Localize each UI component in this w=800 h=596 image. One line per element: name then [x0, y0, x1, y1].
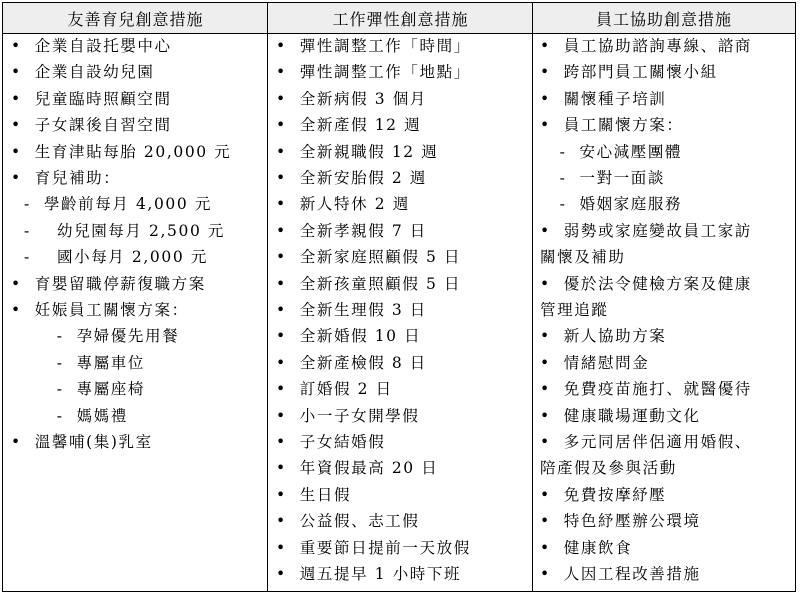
- list-item: - 國小每月 2,000 元: [11, 248, 208, 267]
- list-item: • 全新孝親假 7 日: [276, 221, 427, 240]
- list-item: - 一對一面談: [540, 169, 665, 187]
- list-item: • 生日假: [276, 485, 352, 504]
- list-item: • 全新病假 3 個月: [276, 89, 427, 108]
- list-item: - 媽媽禮: [11, 406, 128, 425]
- header-work-flexibility: 工作彈性創意措施: [332, 9, 469, 29]
- list-item: • 關懷種子培訓: [540, 89, 667, 108]
- list-item: • 全新家庭照顧假 5 日: [276, 248, 462, 267]
- list-item: - 幼兒園每月 2,500 元: [11, 221, 226, 240]
- header-employee-assistance: 員工協助創意措施: [595, 9, 732, 29]
- list-item: • 溫馨哺(集)乳室: [11, 433, 153, 451]
- list-item: • 子女課後自習空間: [11, 116, 172, 135]
- list-item: • 健康飲食: [540, 538, 633, 557]
- list-item: • 育嬰留職停薪復職方案: [11, 274, 206, 293]
- list-item: • 彈性調整工作「時間」: [276, 37, 471, 55]
- list-item: • 兒童臨時照顧空間: [11, 89, 172, 108]
- list-item: • 情緒慰問金: [540, 353, 650, 372]
- list-item: • 年資假最高 20 日: [276, 459, 439, 478]
- measures-table: [2, 2, 796, 592]
- list-item: • 妊娠員工關懷方案：: [11, 301, 189, 319]
- list-item: 關懷及補助: [540, 248, 626, 267]
- list-item: • 新人協助方案: [540, 327, 667, 346]
- list-item: • 免費疫苗施打、就醫優待: [540, 380, 752, 399]
- list-item: • 特色紓壓辦公環境: [540, 512, 701, 531]
- list-item: • 公益假、志工假: [276, 512, 420, 531]
- list-item: • 企業自設托嬰中心: [11, 37, 172, 55]
- list-item: • 免費按摩紓壓: [540, 485, 667, 504]
- list-item: • 全新產檢假 8 日: [276, 353, 427, 372]
- list-item: • 企業自設幼兒園: [11, 63, 155, 82]
- list-item: - 專屬座椅: [11, 380, 145, 399]
- list-item: • 訂婚假 2 日: [276, 380, 393, 399]
- list-item: - 孕婦優先用餐: [11, 327, 180, 346]
- list-item: - 學齡前每月 4,000 元: [11, 195, 212, 214]
- header-childcare: 友善育兒創意措施: [67, 9, 204, 29]
- list-item: • 全新生理假 3 日: [276, 301, 427, 319]
- list-item: • 全新孩童照顧假 5 日: [276, 274, 462, 293]
- list-item: • 全新產假 12 週: [276, 116, 422, 135]
- list-item: • 全新安胎假 2 週: [276, 169, 427, 187]
- list-item: • 育兒補助：: [11, 169, 121, 187]
- list-item: • 跨部門員工關懷小組: [540, 63, 718, 82]
- list-item: • 健康職場運動文化: [540, 406, 701, 425]
- list-item: • 多元同居伴侶適用婚假、: [540, 433, 752, 451]
- list-item: • 弱勢或家庭變故員工家訪: [540, 221, 752, 240]
- list-item: • 彈性調整工作「地點」: [276, 63, 471, 82]
- list-item: • 全新婚假 10 日: [276, 327, 422, 346]
- column-divider: [532, 3, 533, 591]
- list-item: • 人因工程改善措施: [540, 565, 701, 583]
- list-item: • 生育津貼每胎 20,000 元: [11, 142, 232, 161]
- list-item: • 優於法令健檢方案及健康: [540, 274, 752, 293]
- list-item: • 員工協助諮詢專線、諮商: [540, 37, 752, 55]
- list-item: • 新人特休 2 週: [276, 195, 410, 214]
- list-item: 管理追蹤: [540, 301, 609, 319]
- table-header-row: [3, 3, 795, 34]
- list-item: - 安心減壓團體: [540, 142, 683, 161]
- list-item: - 婚姻家庭服務: [540, 195, 683, 214]
- list-item: • 小一子女開學假: [276, 406, 420, 425]
- list-item: • 員工關懷方案：: [540, 116, 684, 135]
- list-item: • 全新親職假 12 週: [276, 142, 439, 161]
- column-divider: [267, 3, 268, 591]
- list-item: 陪產假及參與活動: [540, 459, 677, 478]
- list-item: • 週五提早 1 小時下班: [276, 565, 462, 583]
- list-item: • 重要節日提前一天放假: [276, 538, 471, 557]
- list-item: - 專屬車位: [11, 353, 145, 372]
- list-item: • 子女結婚假: [276, 433, 386, 451]
